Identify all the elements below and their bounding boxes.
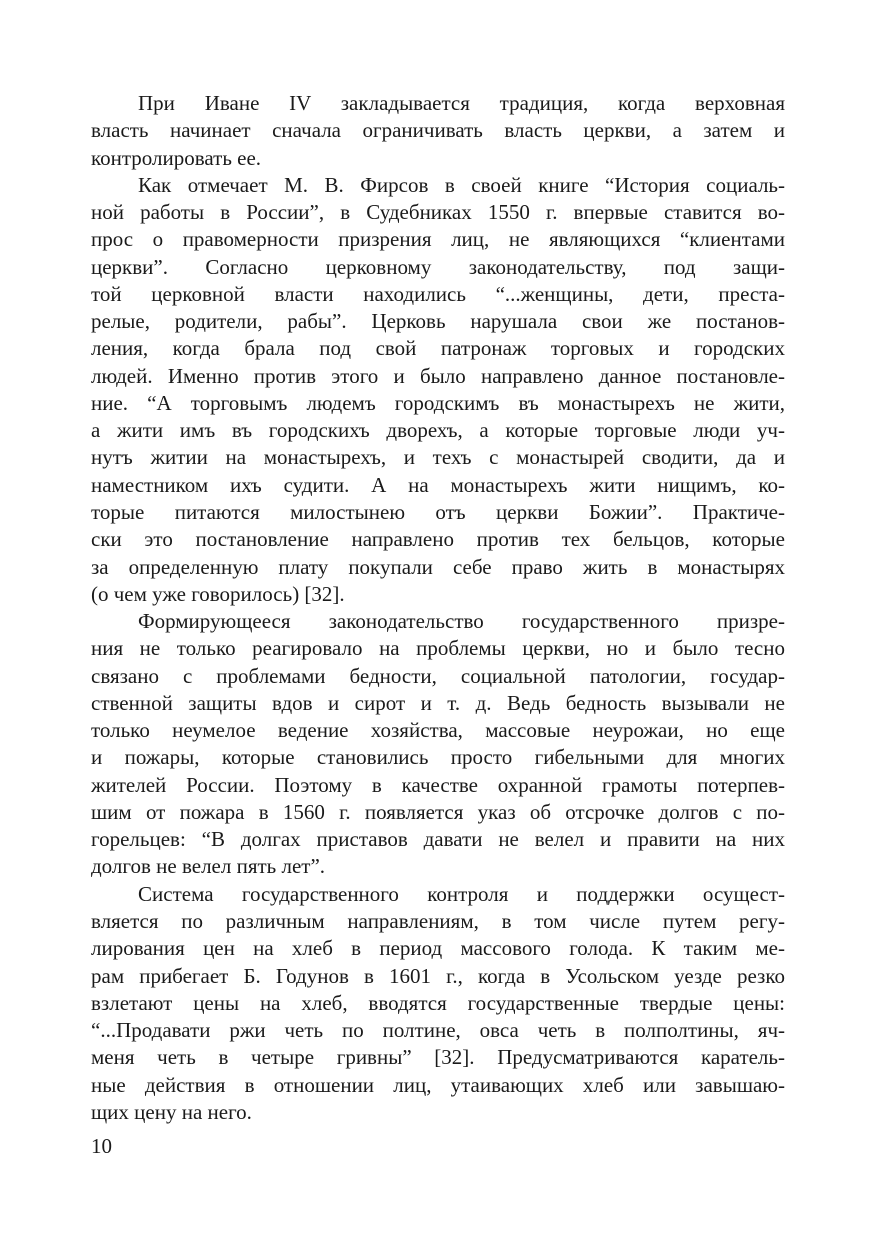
text-line: а жити имъ въ городскихъ дворехъ, а которые торговые люди уч- <box>91 418 785 443</box>
paragraph <box>91 881 785 1126</box>
text-line: взлетают цены на хлеб, вводятся государственные твердые цены: <box>91 990 785 1015</box>
text-line: торые питаются милостынею отъ церкви Божии”. Практиче- <box>91 499 785 524</box>
text-line: При Иване IV закладывается традиция, когда верховная <box>138 91 785 115</box>
text-line: (о чем уже говорилось) [32]. <box>91 581 345 606</box>
text-line: той церковной власти находились “...женщины, дети, преста- <box>91 281 785 306</box>
paragraph <box>91 172 785 608</box>
text-line: рам прибегает Б. Годунов в 1601 г., когда в Усольском уезде резко <box>91 963 785 988</box>
text-line: наместником ихъ судити. А на монастырехъ жити нищимъ, ко- <box>91 472 785 497</box>
text-line: ние. “А торговымъ людемъ городскимъ въ монастырехъ не жити, <box>91 390 785 415</box>
text-line: “...Продавати ржи четь по полтине, овса четь в полполтины, яч- <box>91 1018 785 1043</box>
text-line: власть начинает сначала ограничивать власть церкви, а затем и <box>91 118 785 143</box>
text-line: меня четь в четыре гривны” [32]. Предусматриваются каратель- <box>91 1045 785 1070</box>
text-line: горельцев: “В долгах приставов давати не велел и правити на них <box>91 827 785 852</box>
text-line: Формирующееся законодательство государственного призре- <box>138 609 785 634</box>
text-line: ной работы в России”, в Судебниках 1550 г. впервые ставится во- <box>91 200 785 225</box>
text-line: жителей России. Поэтому в качестве охранной грамоты потерпев- <box>91 772 785 797</box>
text-line: ния не только реагировало на проблемы церкви, но и было тесно <box>91 636 785 661</box>
text-line: и пожары, которые становились просто гибельными для многих <box>91 745 785 770</box>
text-line: Система государственного контроля и поддержки осущест- <box>138 881 785 906</box>
text-line: связано с проблемами бедности, социальной патологии, государ- <box>91 663 785 688</box>
text-line: за определенную плату покупали себе право жить в монастырях <box>91 554 785 579</box>
text-line: прос о правомерности призрения лиц, не являющихся “клиентами <box>91 227 785 252</box>
text-line: Как отмечает М. В. Фирсов в своей книге “История социаль- <box>138 172 785 197</box>
page-number: 10 <box>91 1134 112 1158</box>
text-line: ления, когда брала под свой патронаж торговых и городских <box>91 336 785 361</box>
text-line: нутъ житии на монастырехъ, и техъ с монастырей сводити, да и <box>91 445 785 470</box>
text-line: только неумелое ведение хозяйства, массовые неурожаи, но еще <box>91 718 785 743</box>
paragraph <box>91 90 785 172</box>
paragraph <box>91 608 785 881</box>
page-body <box>91 90 785 1126</box>
text-line: ственной защиты вдов и сирот и т. д. Ведь бедность вызывали не <box>91 690 785 715</box>
text-line: людей. Именно против этого и было направлено данное постановле- <box>91 363 785 388</box>
text-line: релые, родители, рабы”. Церковь нарушала свои же постанов- <box>91 309 785 334</box>
text-line: ные действия в отношении лиц, утаивающих хлеб или завышаю- <box>91 1072 785 1097</box>
text-line: лирования цен на хлеб в период массового голода. К таким ме- <box>91 936 785 961</box>
text-line: щих цену на него. <box>91 1099 252 1124</box>
text-line: долгов не велел пять лет”. <box>91 854 326 879</box>
text-line: ски это постановление направлено против тех бельцов, которые <box>91 527 785 552</box>
text-line: вляется по различным направлениям, в том числе путем регу- <box>91 908 785 933</box>
text-line: шим от пожара в 1560 г. появляется указ об отсрочке долгов с по- <box>91 799 785 824</box>
text-line: контролировать ее. <box>91 145 262 170</box>
text-line: церкви”. Согласно церковному законодательству, под защи- <box>91 254 785 279</box>
